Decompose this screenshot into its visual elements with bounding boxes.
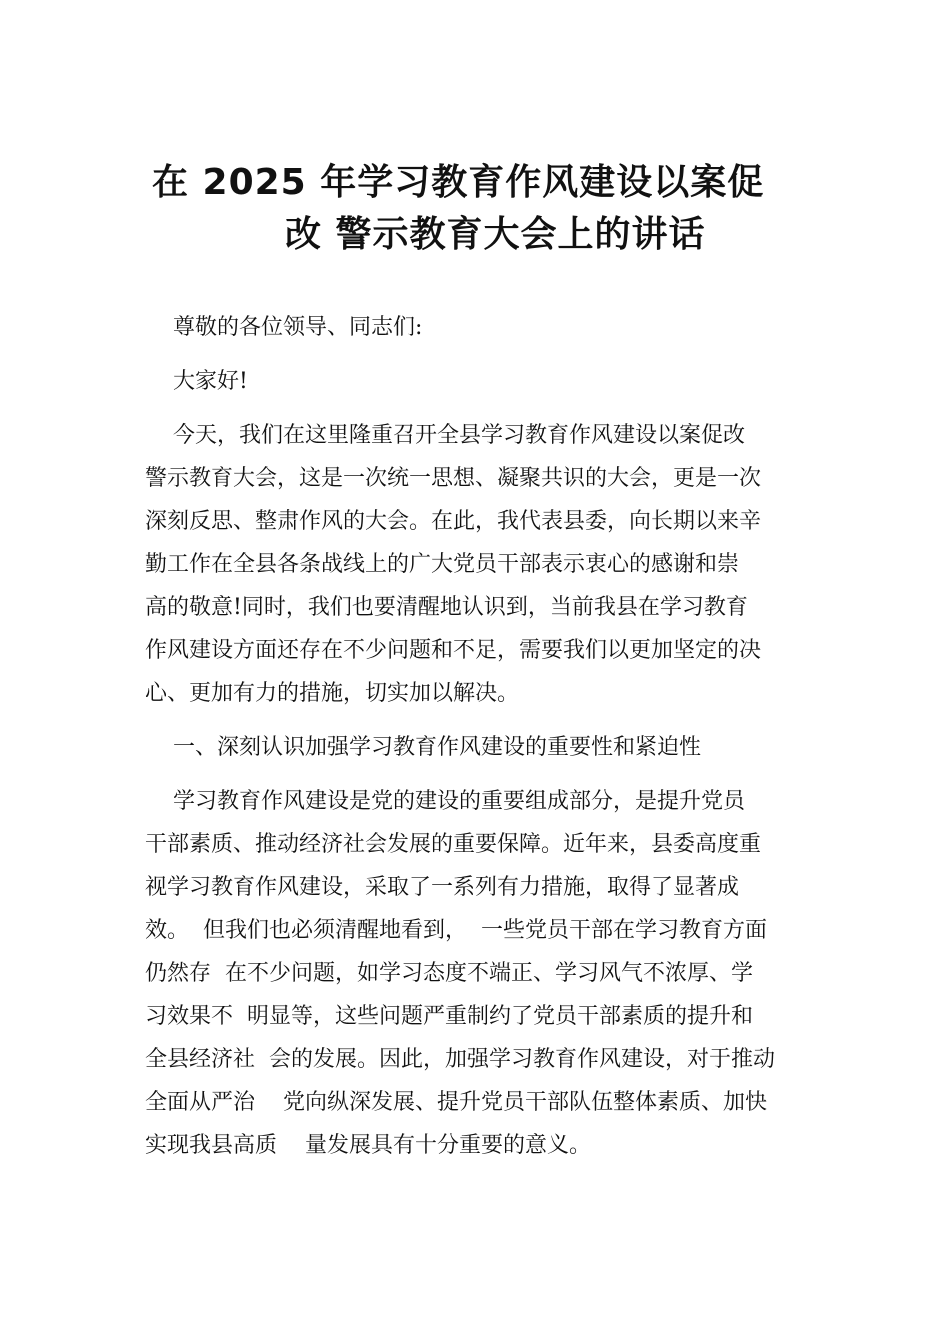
greeting: 大家好! [145, 369, 248, 394]
document-body [145, 306, 817, 1167]
paragraph-line: 实现我县高质 量发展具有十分重要的意义。 [145, 1133, 591, 1158]
salutation: 尊敬的各位领导、同志们: [145, 315, 423, 340]
section-heading: 一、深刻认识加强学习教育作风建设的重要性和紧迫性 [145, 735, 701, 760]
paragraph-line: 视学习教育作风建设，采取了一系列有力措施，取得了显著成 [145, 875, 740, 900]
paragraph-line: 高的敬意!同时，我们也要清醒地认识到，当前我县在学习教育 [145, 595, 748, 620]
paragraph-line: 心、更加有力的措施，切实加以解决。 [145, 681, 520, 706]
paragraph-line: 今天，我们在这里隆重召开全县学习教育作风建设以案促改 [145, 423, 745, 448]
paragraph-line: 干部素质、推动经济社会发展的重要保障。近年来，县委高度重 [145, 832, 762, 857]
paragraph-line: 效。 但我们也必须清醒地看到， 一些党员干部在学习教育方面 [145, 918, 767, 943]
paragraph-line: 全面从严治 党向纵深发展、提升党员干部队伍整体素质、加快 [145, 1090, 767, 1115]
document-title [140, 157, 820, 261]
paragraph-line: 勤工作在全县各条战线上的广大党员干部表示衷心的感谢和崇 [145, 552, 740, 577]
paragraph-line: 作风建设方面还存在不少问题和不足，需要我们以更加坚定的决 [145, 638, 762, 663]
paragraph-line: 学习教育作风建设是党的建设的重要组成部分，是提升党员 [145, 789, 745, 814]
title-line-2: 改 警示教育大会上的讲话 [285, 214, 706, 255]
paragraph-line: 仍然存 在不少问题，如学习态度不端正、学习风气不浓厚、学 [145, 961, 753, 986]
paragraph-line: 深刻反思、整肃作风的大会。在此，我代表县委，向长期以来辛 [145, 509, 762, 534]
paragraph-line: 习效果不 明显等，这些问题严重制约了党员干部素质的提升和 [145, 1004, 753, 1029]
title-line-1: 在 2025 年学习教育作风建设以案促 [152, 162, 765, 203]
paragraph-line: 警示教育大会，这是一次统一思想、凝聚共识的大会，更是一次 [145, 466, 762, 491]
paragraph-line: 全县经济社 会的发展。因此，加强学习教育作风建设，对于推动 [145, 1047, 775, 1072]
